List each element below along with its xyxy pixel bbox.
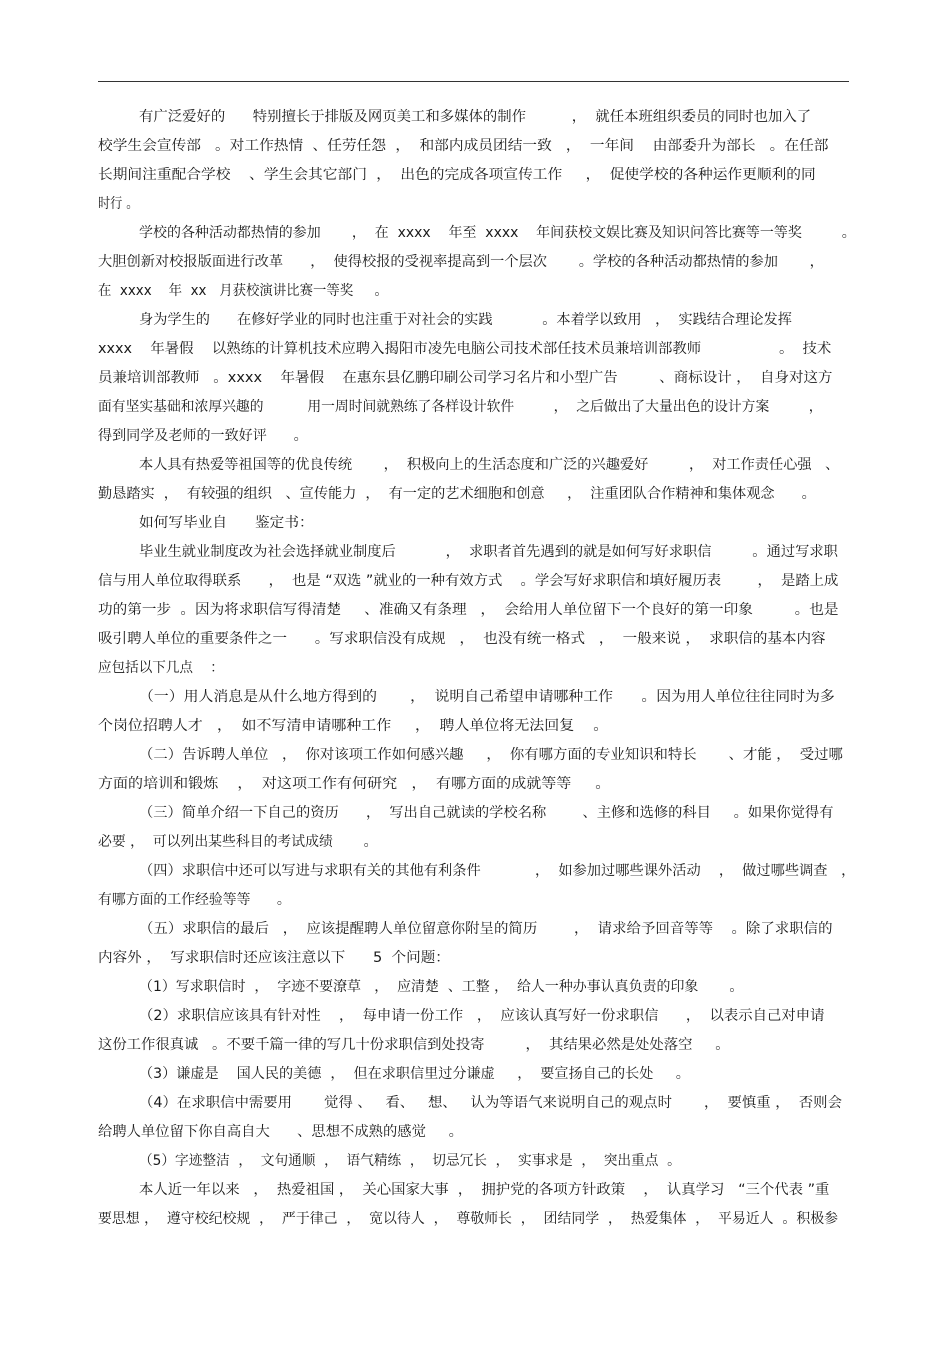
header-rule: [98, 81, 849, 82]
text-line: 身为学生的 在修好学业的同时也注重于对社会的实践 。本着学以致用 ， 实践结合理论发挥: [139, 312, 792, 328]
text-line: （2）求职信应该具有针对性 ， 每申请一份工作 ， 应该认真写好一份求职信 ， 以表示自己对申请: [139, 1008, 825, 1024]
text-line: 吸引聘人单位的重要条件之一 。写求职信没有成规 ， 也没有统一格式 ， 一般来说 ， 求职信的基本内容: [98, 631, 826, 647]
text-line: 员兼培训部教师 。xxxx 年暑假 在惠东县亿鹏印刷公司学习名片和小型广告 、商标设计 ， 自身对这方: [98, 370, 833, 386]
text-line: 本人具有热爱等祖国等的优良传统 ， 积极向上的生活态度和广泛的兴趣爱好 ， 对工作责任心强 、: [139, 457, 840, 473]
text-line: （四）求职信中还可以写进与求职有关的其他有利条件 ， 如参加过哪些课外活动 ， 做过哪些调查 ，: [139, 863, 856, 879]
text-line: 有广泛爱好的 特别擅长于排版及网页美工和多媒体的制作 ， 就任本班组织委员的同时也加入了: [139, 109, 812, 125]
text-line: （1）写求职信时 ， 字迹不要潦草 ， 应清楚 、工整 ， 给人一种办事认真负责的印象 。: [139, 979, 744, 995]
text-line: （二）告诉聘人单位 ， 你对该项工作如何感兴趣 ， 你有哪方面的专业知识和特长 、才能 ， 受过哪: [139, 747, 843, 763]
text-line: （3）谦虚是 国人民的美德 ， 但在求职信里过分谦虚 ， 要宣扬自己的长处 。: [139, 1066, 690, 1082]
text-line: 个岗位招聘人才 ， 如不写清申请哪种工作 ， 聘人单位将无法回复 。: [98, 718, 609, 734]
text-line: （4）在求职信中需要用 觉得 、 看、 想、 认为等语气来说明自己的观点时 ， 要慎重 ， 否则会: [139, 1095, 842, 1111]
text-line: 必要 ， 可以列出某些科目的考试成绩 。: [98, 834, 378, 850]
text-line: 如何写毕业自 鉴定书：: [139, 515, 314, 531]
text-line: 得到同学及老师的一致好评 。: [98, 428, 308, 444]
text-line: 校学生会宣传部 。对工作热情 、任劳任怨 ， 和部内成员团结一致 ， 一年间 由部委升为部长 。在任部: [98, 138, 829, 154]
text-line: 在 xxxx 年 xx 月获校演讲比赛一等奖 。: [98, 283, 388, 299]
text-line: 给聘人单位留下你自高自大 、思想不成熟的感觉 。: [98, 1124, 463, 1140]
text-line: 有哪方面的工作经验等等 。: [98, 892, 291, 908]
text-line: 信与用人单位取得联系 ， 也是 “双选 ”就业的一种有效方式 。学会写好求职信和填好履历表 ， 是踏上成: [98, 573, 839, 589]
text-line: 面有坚实基础和浓厚兴趣的 用一周时间就熟练了各样设计软件 ， 之后做出了大量出色的设计方案 ，: [98, 399, 823, 415]
text-line: 长期间注重配合学校 、学生会其它部门 ， 出色的完成各项宣传工作 ， 促使学校的各种运作更顺利的同: [98, 167, 816, 183]
text-line: 内容外 ， 写求职信时还应该注意以下 5 个问题：: [98, 950, 450, 966]
text-line: 时行 。: [98, 196, 139, 212]
text-line: 这份工作很真诚 。不要千篇一律的写几十份求职信到处投寄 ， 其结果必然是处处落空 。: [98, 1037, 730, 1053]
text-line: xxxx 年暑假 以熟练的计算机技术应聘入揭阳市凌先电脑公司技术部任技术员兼培训部教师 。 技术: [98, 341, 832, 357]
text-line: 本人近一年以来 ， 热爱祖国 ， 关心国家大事 ， 拥护党的各项方针政策 ， 认真学习 “三个代表 ”重: [139, 1182, 830, 1198]
text-line: 大胆创新对校报版面进行改革 ， 使得校报的受视率提高到一个层次 。学校的各种活动都热情的参加 ，: [98, 254, 824, 270]
text-line: （三）简单介绍一下自己的资历 ， 写出自己就读的学校名称 、主修和选修的科目 。如果你觉得有: [139, 805, 834, 821]
text-line: 要思想 ， 遵守校纪校规 ， 严于律己 ， 宽以待人 ， 尊敬师长 ， 团结同学 ， 热爱集体 ， 平易近人 。积极参: [98, 1211, 839, 1227]
text-line: 勤恳踏实 ， 有较强的组织 、宣传能力 ， 有一定的艺术细胞和创意 ， 注重团队合作精神和集体观念 。: [98, 486, 816, 502]
text-line: （一）用人消息是从什么地方得到的 ， 说明自己希望申请哪种工作 。因为用人单位往往同时为多: [139, 689, 835, 705]
text-line: 功的第一步 。因为将求职信写得清楚 、准确又有条理 ， 会给用人单位留下一个良好的第一印象 。也是: [98, 602, 839, 618]
text-line: （5）字迹整洁 ， 文句通顺 ， 语气精练 ， 切忌冗长 ， 实事求是 ， 突出重点 。: [139, 1153, 681, 1169]
text-line: 毕业生就业制度改为社会选择就业制度后 ， 求职者首先遇到的就是如何写好求职信 。通过写求职: [139, 544, 838, 560]
text-line: 方面的培训和锻炼 ， 对这项工作有何研究 ， 有哪方面的成就等等 。: [98, 776, 611, 792]
text-line: 应包括以下几点 ：: [98, 660, 224, 676]
text-line: （五）求职信的最后 ， 应该提醒聘人单位留意你附呈的简历 ， 请求给予回音等等 。除了求职信的: [139, 921, 833, 937]
text-line: 学校的各种活动都热情的参加 ， 在 xxxx 年至 xxxx 年间获校文娱比赛及知识问答比赛等一等奖 。: [139, 225, 856, 241]
